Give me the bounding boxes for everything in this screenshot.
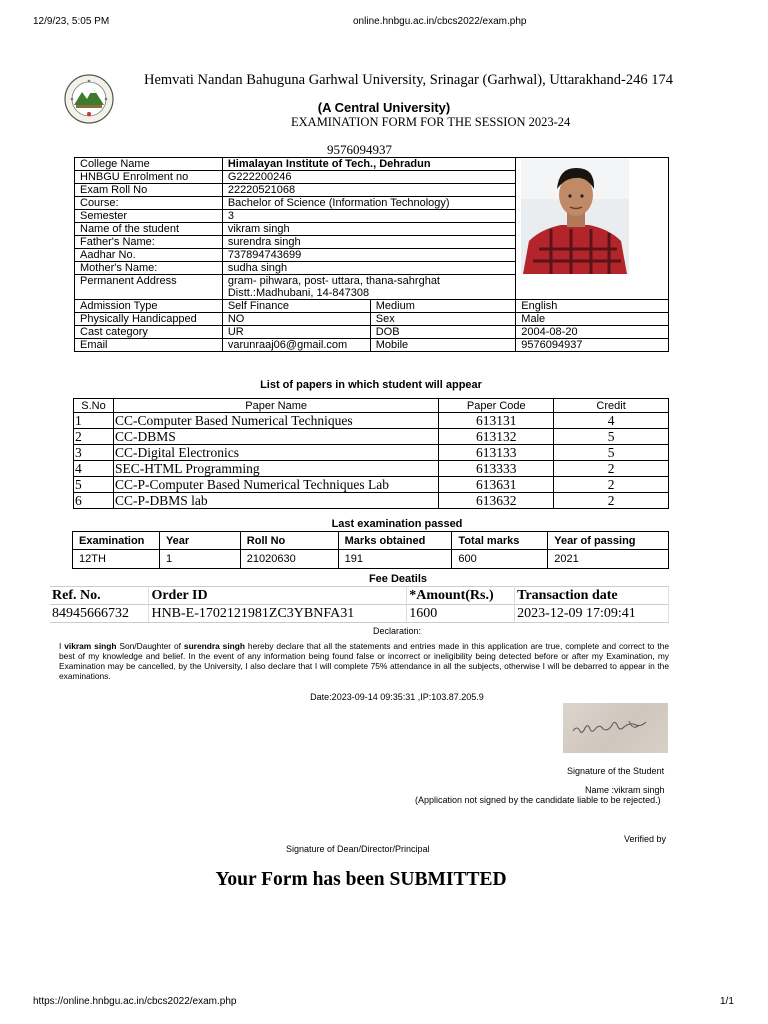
medium-value: English: [516, 300, 669, 313]
declaration-part-1: I: [59, 641, 65, 651]
declaration-title: Declaration:: [372, 626, 422, 636]
verified-by: Verified by: [624, 834, 667, 844]
mobile-label: Mobile: [370, 339, 516, 352]
paper-sno: 4: [74, 461, 114, 477]
fee-header-date: Transaction date: [515, 587, 669, 605]
roll-value: 22220521068: [222, 184, 515, 197]
fee-date: 2023-12-09 17:09:41: [515, 605, 669, 623]
print-footer-url: https://online.hnbgu.ac.in/cbcs2022/exam.php: [33, 996, 237, 1007]
last-exam-title: Last examination passed: [331, 518, 463, 530]
fee-ref: 84945666732: [50, 605, 149, 623]
mother-value: sudha singh: [222, 262, 515, 275]
paper-name: CC-DBMS: [113, 429, 438, 445]
medium-label: Medium: [370, 300, 516, 313]
submitted-message: Your Form has been SUBMITTED: [215, 869, 507, 890]
signature-note: (Application not signed by the candidate liable to be rejected.): [415, 795, 661, 805]
college-value: Himalayan Institute of Tech., Dehradun: [222, 158, 515, 171]
declaration-part-3: hereby declare that all the statements and entries made in this application are true, complete and correct to the best of my knowledge and belief. In the event of any information being found false or incorrect or ineligibility being detected before or after my Examination, my Examination may be cancelled, by the University, I also declare that I will complete 75% attendance in all the subjects, otherwise I will be debarred to appear in the examinations.: [59, 641, 670, 681]
photo-cell: [516, 158, 669, 300]
table-row: [74, 493, 669, 509]
fee-order: HNB-E-1702121981ZC3YBNFA31: [149, 605, 407, 623]
address-value: [222, 275, 515, 300]
paper-code: 613632: [439, 493, 554, 509]
dean-signature-label: Signature of Dean/Director/Principal: [286, 844, 430, 854]
fee-header-order: Order ID: [149, 587, 407, 605]
sex-label: Sex: [370, 313, 516, 326]
phone-number: 9576094937: [327, 142, 392, 157]
exam-year: 1: [159, 550, 240, 569]
address-line-1: gram- pihwara, post- uttara, thana-sahrghat: [227, 275, 440, 287]
paper-code: 613631: [439, 477, 554, 493]
fee-header-ref: Ref. No.: [50, 587, 149, 605]
sex-value: Male: [516, 313, 669, 326]
fee-amount: 1600: [407, 605, 515, 623]
paper-sno: 5: [74, 477, 114, 493]
paper-name: CC-Computer Based Numerical Techniques: [113, 413, 438, 429]
exam-roll: 21020630: [240, 550, 338, 569]
paper-sno: 3: [74, 445, 114, 461]
table-row: [50, 605, 669, 623]
admission-label: Admission Type: [75, 300, 223, 313]
student-signature-image: [563, 703, 668, 753]
print-header-url: online.hnbgu.ac.in/cbcs2022/exam.php: [353, 16, 527, 27]
enrolment-label: HNBGU Enrolment no: [75, 171, 223, 184]
exam-marks: 191: [338, 550, 452, 569]
declaration-parent-name: surendra singh: [183, 641, 245, 651]
table-row: [74, 477, 669, 493]
papers-title: List of papers in which student will appear: [260, 379, 482, 391]
last-exam-table: [72, 531, 669, 569]
university-name: Hemvati Nandan Bahuguna Garhwal University, Srinagar (Garhwal), Uttarakhand-246 174: [144, 72, 673, 88]
semester-value: 3: [222, 210, 515, 223]
ph-label: Physically Handicapped: [75, 313, 223, 326]
email-value: varunraaj06@gmail.com: [222, 339, 370, 352]
enrolment-value: G222200246: [222, 171, 515, 184]
father-value: surendra singh: [222, 236, 515, 249]
dob-label: DOB: [370, 326, 516, 339]
ph-value: NO: [222, 313, 370, 326]
exam-header-year: Year: [159, 532, 240, 550]
university-logo: [64, 74, 114, 124]
student-photo: [521, 159, 629, 274]
cast-label: Cast category: [75, 326, 223, 339]
paper-code: 613131: [439, 413, 554, 429]
declaration-part-2: Son/Daughter of: [116, 641, 184, 651]
paper-credit: 2: [554, 461, 669, 477]
mobile-value: 9576094937: [516, 339, 669, 352]
student-name-value: vikram singh: [222, 223, 515, 236]
aadhar-value: 737894743699: [222, 249, 515, 262]
fee-table: [50, 586, 669, 623]
paper-sno: 1: [74, 413, 114, 429]
print-timestamp: 12/9/23, 5:05 PM: [33, 16, 110, 27]
paper-name: CC-P-DBMS lab: [113, 493, 438, 509]
paper-credit: 5: [554, 429, 669, 445]
paper-name: CC-P-Computer Based Numerical Techniques Lab: [113, 477, 438, 493]
paper-credit: 2: [554, 493, 669, 509]
papers-header-sno: S.No: [74, 399, 114, 413]
table-row: [74, 461, 669, 477]
date-ip: Date:2023-09-14 09:35:31 ,IP:103.87.205.9: [310, 692, 484, 702]
table-row: [73, 550, 669, 569]
student-name-label: Name of the student: [75, 223, 223, 236]
course-value: Bachelor of Science (Information Technology): [222, 197, 515, 210]
aadhar-label: Aadhar No.: [75, 249, 223, 262]
exam-header-passing-year: Year of passing: [548, 532, 669, 550]
exam-total: 600: [452, 550, 548, 569]
student-info-table: [74, 157, 669, 352]
father-label: Father's Name:: [75, 236, 223, 249]
address-line-2: Distt.:Madhubani, 14-847308: [227, 287, 370, 299]
college-label: College Name: [75, 158, 223, 171]
form-title: EXAMINATION FORM FOR THE SESSION 2023-24: [291, 115, 571, 129]
paper-sno: 2: [74, 429, 114, 445]
roll-label: Exam Roll No: [75, 184, 223, 197]
paper-name: CC-Digital Electronics: [113, 445, 438, 461]
cast-value: UR: [222, 326, 370, 339]
address-label: Permanent Address: [75, 275, 223, 300]
fee-header-amount: *Amount(Rs.): [407, 587, 515, 605]
exam-header-total: Total marks: [452, 532, 548, 550]
central-university-label: (A Central University): [317, 100, 451, 115]
paper-code: 613333: [439, 461, 554, 477]
table-row: [74, 429, 669, 445]
exam-header-marks: Marks obtained: [338, 532, 452, 550]
table-row: [74, 413, 669, 429]
paper-code: 613133: [439, 445, 554, 461]
paper-credit: 5: [554, 445, 669, 461]
papers-header-code: Paper Code: [439, 399, 554, 413]
print-page-count: 1/1: [720, 996, 734, 1007]
paper-credit: 2: [554, 477, 669, 493]
declaration-student-name: vikram singh: [64, 641, 117, 651]
admission-value: Self Finance: [222, 300, 370, 313]
exam-header-roll: Roll No: [240, 532, 338, 550]
table-row: [74, 445, 669, 461]
exam-passing-year: 2021: [548, 550, 669, 569]
student-signature-label: Signature of the Student: [567, 766, 665, 776]
papers-table: [73, 398, 669, 509]
email-label: Email: [75, 339, 223, 352]
mother-label: Mother's Name:: [75, 262, 223, 275]
papers-header-name: Paper Name: [113, 399, 438, 413]
papers-header-credit: Credit: [554, 399, 669, 413]
paper-code: 613132: [439, 429, 554, 445]
paper-credit: 4: [554, 413, 669, 429]
paper-sno: 6: [74, 493, 114, 509]
declaration-text: [59, 641, 669, 681]
dob-value: 2004-08-20: [516, 326, 669, 339]
semester-label: Semester: [75, 210, 223, 223]
signature-name-line: Name :vikram singh: [585, 785, 665, 795]
paper-name: SEC-HTML Programming: [113, 461, 438, 477]
exam-examination: 12TH: [73, 550, 160, 569]
course-label: Course:: [75, 197, 223, 210]
exam-header-examination: Examination: [73, 532, 160, 550]
fee-title: Fee Deatils: [368, 573, 428, 585]
